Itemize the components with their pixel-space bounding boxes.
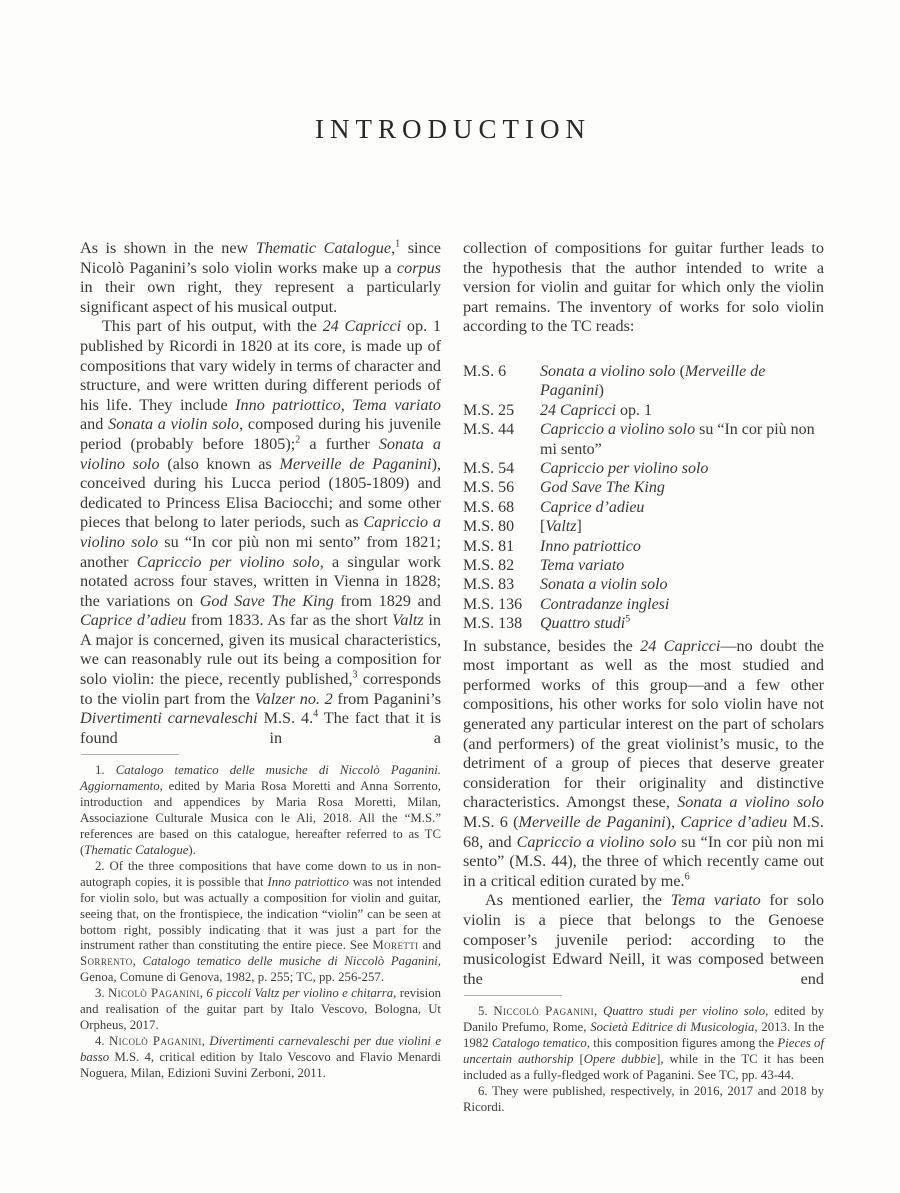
catalog-row [463,537,824,556]
catalog-number: M.S. 54 [463,460,515,477]
left-column-body [80,239,441,748]
paragraph: As mentioned earlier, the Tema variato for solo violin is a piece that belongs to the Genoese composer’s juvenile period: according to the musicologist Edward Neill, it was composed between the end [463,891,824,988]
catalog-row [463,478,824,497]
paragraph: collection of compositions for guitar further leads to the hypothesis that the author intended to write a version for violin and guitar for which only the violin part remains. The inventory of works for solo violin according to the TC reads: [463,239,824,336]
catalog-number: M.S. 82 [463,557,515,575]
catalog-row [463,575,824,594]
right-footnotes [463,995,824,1115]
left-footnotes [80,754,441,1081]
page-title: INTRODUCTION [315,114,591,144]
catalog-title: God Save The King [540,479,665,497]
catalog-title: Quattro studi$^5$ [540,613,631,633]
footnote-1: 1. Catalogo tematico delle musiche di Niccolò Paganini. Aggiornamento, edited by Maria Rosa Moretti and Anna Sorrento, introduction and appendices by Maria Rosa Moretti, Milan, Associazione Culturale Musica con le Ali, 2018. All the “M.S.” references are based on this catalogue, hereafter referred to as TC (Thematic Catalogue). [80,763,442,857]
footnote-6: 6. They were published, respectively, in 2016, 2017 and 2018 by Ricordi. [463,1083,824,1114]
right-column-body [463,239,824,989]
paragraph: This part of his output, with the 24 Capricci op. 1 published by Ricordi in 1820 at its core, is made up of compositions that vary widely in terms of character and structure, and were written during different periods of his life. They include Inno patriottico, Tema variato and Sonata a violin solo, composed during his juvenile period (probably before 1805);$^2$ a further Sonata a violino solo (also known as Merveille de Paganini), conceived during his Lucca period (1805-1809) and dedicated to Princess Elisa Baciocchi; and some other pieces that belong to later periods, such as Capriccio a violino solo su “In cor più non mi sento” from 1821; another Capriccio per violino solo, a singular work notated across four staves, written in Vienna in 1828; the variations on God Save The King from 1829 and Caprice d’adieu from 1833. As far as the short Valtz in A major is concerned, given its musical characteristics, we can reasonably rule out its being a composition for solo violin: the piece, recently published,$^3$ corresponds to the violin part from the Valzer no. 2 from Paganini’s Divertimenti carnevaleschi M.S. 4.$^4$ The fact that it is found in a [80,317,442,747]
catalog-number: M.S. 136 [463,595,523,613]
catalog-row [463,420,824,459]
footnote-5: 5. Niccolò Paganini, Quattro studi per violino solo, edited by Danilo Prefumo, Rome, Società Editrice di Musicologia, 2013. In the 1982 Catalogo tematico, this composition figures among the Pieces of uncertain authorship [Opere dubbie], while in the TC it has been included as a fully-fledged work of Paganini. See TC, pp. 43-44. [463,1004,825,1082]
catalog-number: M.S. 81 [463,537,515,555]
catalog-row [463,401,824,420]
catalog-row [463,517,824,536]
footnote-separator [81,754,179,755]
catalog-row [463,362,824,401]
catalog-title: Capriccio per violino solo [540,460,709,477]
footnote-3: 3. Nicolò Paganini, 6 piccoli Valtz per violino e chitarra, revision and realisation of the guitar part by Italo Vescovo, Bologna, Ut Orpheus, 2017. [80,986,442,1032]
two-column-layout [80,239,824,1116]
catalog-number: M.S. 80 [463,518,515,536]
catalog-title: Sonata a violin solo [540,576,668,594]
paragraph: In substance, besides the 24 Capricci—no doubt the most important as well as the most studied and performed works of this group—and a few other compositions, his other works for solo violin have not generated any particular interest on the part of scholars (and performers) of the great violinist’s music, to the detriment of a group of pieces that deserve greater consideration for their originality and distinctive characteristics. Amongst these, Sonata a violino solo M.S. 6 (Merveille de Paganini), Caprice d’adieu M.S. 68, and Capriccio a violino solo su “In cor più non mi sento” (M.S. 44), the three of which recently came out in a critical edition curated by me.$^6$ [463,636,824,890]
footnote-4: 4. Nicolò Paganini, Divertimenti carnevaleschi per due violini e basso M.S. 4, critical edition by Italo Vescovo and Flavio Menardi Noguera, Milan, Edizioni Suvini Zerboni, 2011. [80,1033,442,1080]
right-column [463,239,824,1116]
catalog-row [463,595,824,614]
catalog-row [463,556,824,575]
catalog-number: M.S. 6 [463,362,507,380]
footnote-2: 2. Of the three compositions that have come down to us in non-autograph copies, it is possible that Inno patriottico was not intended for violin solo, but was actually a composition for violin and guitar, seeing that, on the frontispiece, the indication “violin” can be seen at bottom right, possibly indicating that it was just a part for the instrument rather than constituting the entire piece. See Moretti and Sorrento, Catalogo tematico delle musiche di Niccolò Paganini, Genoa, Comune di Genova, 1982, p. 255; TC, pp. 256-257. [80,858,441,985]
catalog-list [463,362,824,634]
catalog-number: M.S. 44 [463,421,515,439]
catalog-row [463,498,824,517]
catalog-title: Tema variato [540,557,625,575]
footnote-separator [464,995,562,996]
catalog-number: M.S. 83 [463,576,515,594]
catalog-number: M.S. 56 [463,479,515,497]
catalog-title: [Valtz] [540,518,582,536]
catalog-title: Contradanze inglesi [540,595,670,613]
catalog-title: Capriccio a violino solo su “In cor più non mi sento” [540,421,815,458]
catalog-title: Sonata a violino solo (Merveille de Paganini) [540,362,766,400]
catalog-number: M.S. 25 [463,401,515,419]
catalog-title: Inno patriottico [540,537,641,555]
paragraph: As is shown in the new Thematic Catalogue,$^1$ since Nicolò Paganini’s solo violin works make up a corpus in their own right, they represent a particularly significant aspect of his musical output. [80,238,441,316]
catalog-title: Caprice d’adieu [540,498,645,516]
catalog-row [463,614,824,633]
catalog-title: 24 Capricci op. 1 [540,401,652,419]
catalog-row [463,459,824,478]
catalog-number: M.S. 138 [463,615,523,633]
catalog-number: M.S. 68 [463,498,515,516]
left-column [80,239,441,1116]
